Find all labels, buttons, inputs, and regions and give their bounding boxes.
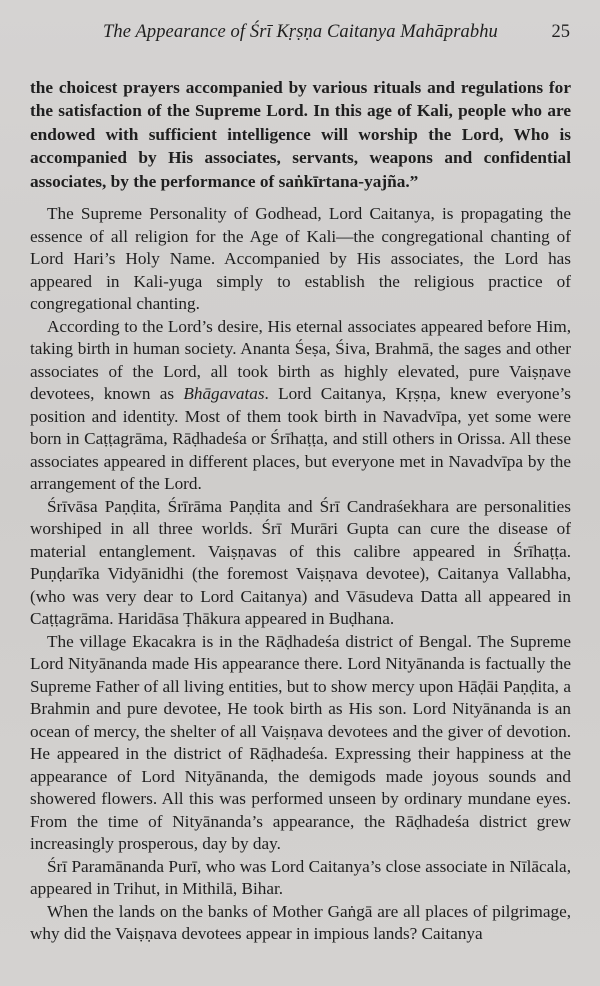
paragraph-4: The village Ekacakra is in the Rāḍhadeśa district of Bengal. The Supreme Lord Nityānanda made His appearance there. Lord Nityānanda is factually the Supreme Father of all living entities, but to show mercy upon Hāḍāi Paṇḍita, a Brahmin and pure devotee, He took birth as His son. Lord Nityānanda is an ocean of mercy, the shelter of all Vaiṣṇava devotees and the giver of devotion. He appeared in the district of Rāḍhadeśa. Expressing their happiness at the appearance of Lord Nityānanda, the demigods made joyous sounds and showered flowers. All this was performed unseen by ordinary mundane eyes. From the time of Nityānanda’s appearance, the Rāḍhadeśa district grew increasingly prosperous, day by day. <box>30 631 571 854</box>
running-title: The Appearance of Śrī Kṛṣṇa Caitanya Mahāprabhu <box>103 22 498 42</box>
paragraph-5: Śrī Paramānanda Purī, who was Lord Caitanya’s close associate in Nīlācala, appeared in Trihut, in Mithilā, Bihar. <box>30 856 571 899</box>
page-number: 25 <box>551 22 570 42</box>
paragraph-2-text-a: According to the Lord’s desire, His eternal associates appeared before Him, taking birth in human society. Ananta Śeṣa, Śiva, Brahmā, the sages and other associates of the Lord, all took birth as highly elevated, pure Vaiṣṇave devotees, known as <box>30 316 571 404</box>
paragraph-2-text-b: . Lord Caitanya, Kṛṣṇa, knew everyone’s position and identity. Most of them took birth in Navadvīpa, yet some were born in Caṭṭagrāma, Rāḍhadeśa or Śrīhaṭṭa, and still others in Orissa. All these associates appeared in different places, but everyone met in Navadvīpa by the arrangement of the Lord. <box>30 384 571 494</box>
paragraph-3: Śrīvāsa Paṇḍita, Śrīrāma Paṇḍita and Śrī Candraśekhara are personalities worshiped in all three worlds. Śrī Murāri Gupta can cure the disease of material entanglement. Vaiṣṇavas of this calibre appeared in Śrīhaṭṭa. Puṇḍarīka Vidyānidhi (the foremost Vaiṣṇava devotee), Caitanya Vallabha, (who was very dear to Lord Caitanya) and Vāsudeva Datta all appeared in Caṭṭagrāma. Haridāsa Ṭhākura appeared in Buḍhana. <box>30 496 571 629</box>
bhagavatas-italic-term: Bhāgavatas <box>183 384 265 404</box>
quoted-verse-continuation: the choicest prayers accompanied by various rituals and regulations for the satisfaction of the Supreme Lord. In this age of Kali, people who are endowed with sufficient intelligence will worship the Lord, Who is accompanied by His associates, servants, weapons and confidential associates, by the performance of saṅkīrtana-yajña.” <box>30 78 571 191</box>
running-header <box>0 18 600 50</box>
paragraph-6: When the lands on the banks of Mother Gaṅgā are all places of pilgrimage, why did the Vaiṣṇava devotees appear in impious lands? Caitanya <box>30 901 571 944</box>
paragraph-1: The Supreme Personality of Godhead, Lord Caitanya, is propagating the essence of all religion for the Age of Kali—the congregational chanting of Lord Hari’s Holy Name. Accompanied by His associates, the Lord has appeared in Kali-yuga simply to establish the religious practice of congregational chanting. <box>30 204 571 314</box>
page-body <box>30 76 571 946</box>
paragraph-2 <box>30 316 571 496</box>
